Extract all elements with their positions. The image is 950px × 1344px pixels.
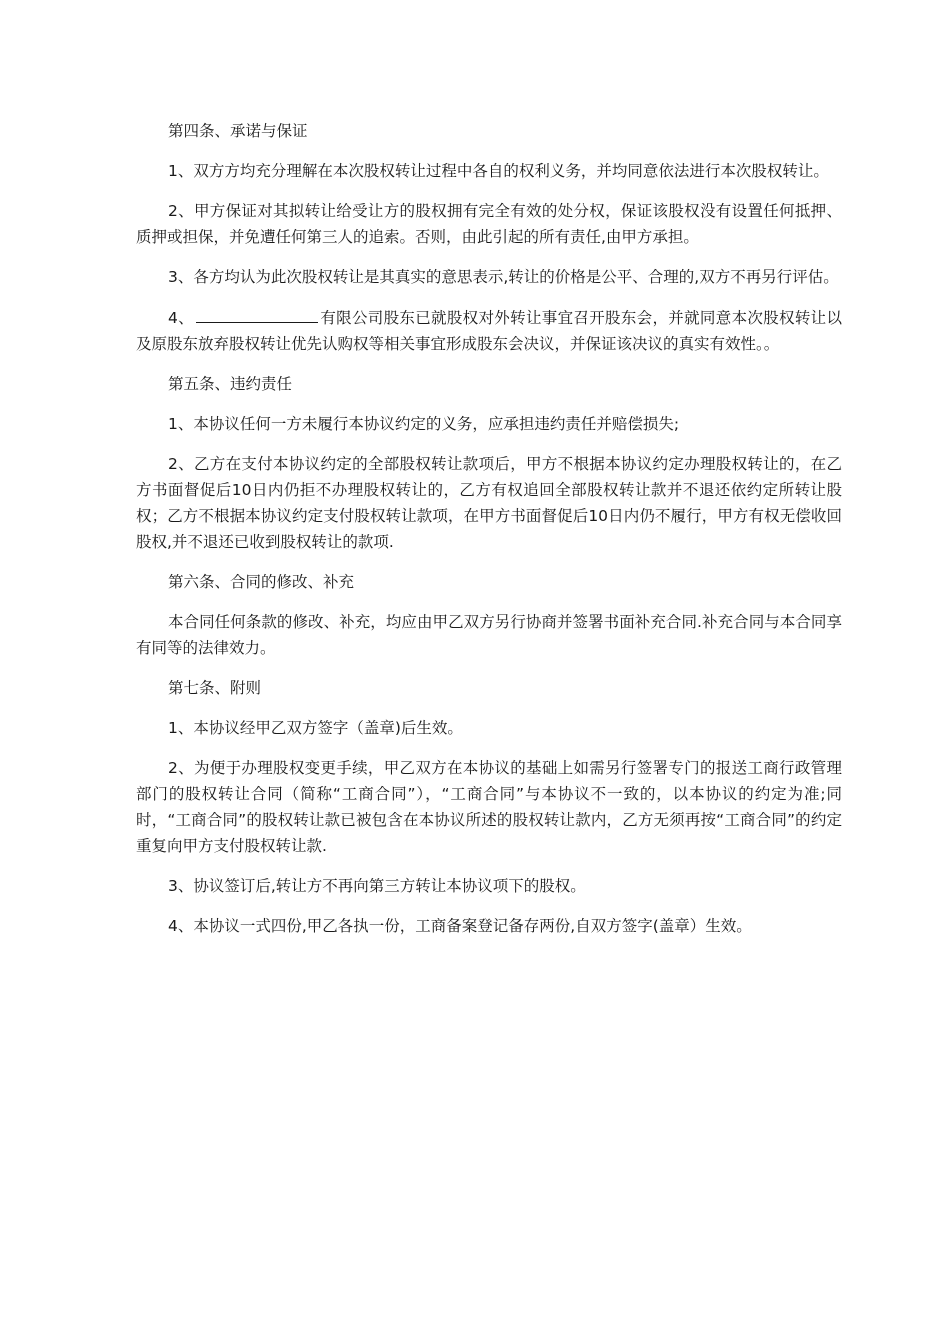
article-5-clause-1: 1、本协议任何一方未履行本协议约定的义务，应承担违约责任并赔偿损失; bbox=[168, 415, 680, 433]
clause-4-number: 4、 bbox=[168, 309, 194, 327]
article-4-clause-4 bbox=[136, 304, 842, 357]
article-5-heading: 第五条、违约责任 bbox=[168, 375, 293, 393]
article-6-clause-1: 本合同任何条款的修改、补充，均应由甲乙双方另行协商并签署书面补充合同.补充合同与本合同享有同等的法律效力。 bbox=[136, 613, 842, 657]
article-4-clause-3: 3、各方均认为此次股权转让是其真实的意思表示,转让的价格是公平、合理的,双方不再另行评估。 bbox=[168, 268, 839, 286]
company-name-blank bbox=[196, 304, 318, 323]
article-7-clause-2: 2、为便于办理股权变更手续，甲乙双方在本协议的基础上如需另行签署专门的报送工商行政管理部门的股权转让合同（简称“工商合同”），“工商合同”与本协议不一致的，以本协议的约定为准;同时，“工商合同”的股权转让款已被包含在本协议所述的股权转让款内，乙方无须再按“工商合同”的约定重复向甲方支付股权转让款. bbox=[136, 759, 842, 855]
article-7-clause-3: 3、协议签订后,转让方不再向第三方转让本协议项下的股权。 bbox=[168, 877, 586, 895]
document-page bbox=[136, 118, 842, 953]
article-7-clause-1: 1、本协议经甲乙双方签字（盖章)后生效。 bbox=[168, 719, 463, 737]
article-6-heading: 第六条、合同的修改、补充 bbox=[168, 573, 355, 591]
article-5-clause-2: 2、乙方在支付本协议约定的全部股权转让款项后，甲方不根据本协议约定办理股权转让的，在乙方书面督促后10日内仍拒不办理股权转让的，乙方有权追回全部股权转让款并不退还依约定所转让股权；乙方不根据本协议约定支付股权转让款项，在甲方书面督促后10日内仍不履行，甲方有权无偿收回股权,并不退还已收到股权转让的款项. bbox=[136, 455, 842, 551]
article-7-clause-4: 4、本协议一式四份,甲乙各执一份，工商备案登记备存两份,自双方签字(盖章）生效。 bbox=[168, 917, 752, 935]
article-4-heading: 第四条、承诺与保证 bbox=[168, 122, 308, 140]
article-4-clause-1: 1、双方方均充分理解在本次股权转让过程中各自的权利义务，并均同意依法进行本次股权转让。 bbox=[168, 162, 829, 180]
article-4-clause-2: 2、甲方保证对其拟转让给受让方的股权拥有完全有效的处分权，保证该股权没有设置任何抵押、质押或担保，并免遭任何第三人的追索。否则，由此引起的所有责任,由甲方承担。 bbox=[136, 202, 842, 246]
clause-4-text: 有限公司股东已就股权对外转让事宜召开股东会，并就同意本次股权转让以及原股东放弃股权转让优先认购权等相关事宜形成股东会决议，并保证该决议的真实有效性。。 bbox=[136, 309, 842, 353]
article-7-heading: 第七条、附则 bbox=[168, 679, 262, 697]
